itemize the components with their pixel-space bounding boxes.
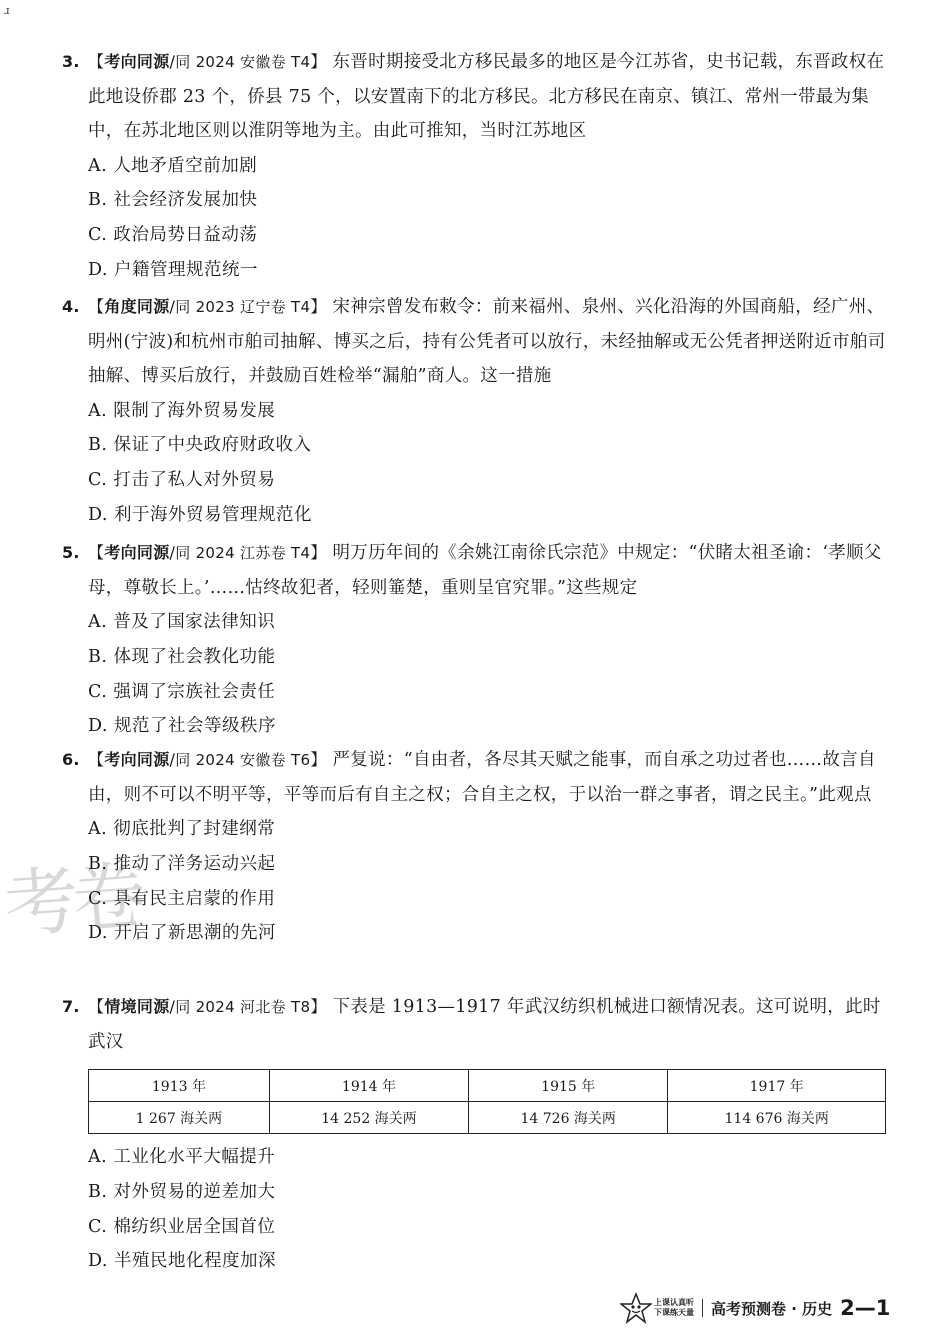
question-7 bbox=[62, 990, 892, 1279]
option-a: A. 人地矛盾空前加剧 bbox=[88, 155, 258, 176]
table-cell: 14 726 海关两 bbox=[469, 1102, 668, 1134]
stem-text: 东晋时期接受北方移民最多的地区是今江苏省，史书记载，东晋政权在此地设侨郡 23 个，侨县 75 个，以安置南下的北方移民。北方移民在南京、镇江、常州一带最为集中，在苏北地区则以淮阴等地为主。由此可推知，当时江苏地区 bbox=[88, 52, 885, 141]
table-header-cell: 1913 年 bbox=[89, 1070, 270, 1102]
table-header-cell: 1917 年 bbox=[668, 1070, 886, 1102]
question-stem bbox=[62, 743, 892, 812]
footer-slogan bbox=[654, 1298, 694, 1318]
option-a: A. 限制了海外贸易发展 bbox=[88, 400, 276, 421]
stem-text: 下表是 1913—1917 年武汉纺织机械进口额情况表。这可说明，此时武汉 bbox=[88, 997, 881, 1052]
source-ref: 同 2024 安徽卷 T4 bbox=[175, 53, 311, 71]
question-stem bbox=[62, 290, 892, 394]
question-5 bbox=[62, 536, 892, 744]
option-b: B. 体现了社会教化功能 bbox=[88, 646, 276, 667]
question-number: 5. bbox=[62, 543, 80, 562]
table-cell: 14 252 海关两 bbox=[269, 1102, 468, 1134]
table-row bbox=[89, 1102, 886, 1134]
stem-text: 宋神宗曾发布敕令：前来福州、泉州、兴化沿海的外国商船，经广州、明州(宁波)和杭州市舶司抽解、博买之后，持有公凭者可以放行，未经抽解或无公凭者押送附近市舶司抽解、博买后放行，并鼓励百姓检举“漏舶”商人。这一措施 bbox=[88, 297, 886, 386]
question-stem bbox=[62, 45, 892, 149]
option-d: D. 半殖民地化程度加深 bbox=[88, 1251, 277, 1272]
option-d: D. 利于海外贸易管理规范化 bbox=[88, 504, 313, 525]
mascot-logo-icon bbox=[620, 1292, 652, 1324]
question-stem bbox=[62, 536, 892, 605]
source-tag: 【情境同源/同 2024 河北卷 T8】 bbox=[88, 997, 327, 1016]
option-c: C. 政治局势日益动荡 bbox=[88, 225, 258, 246]
corner-mark: ɹ bbox=[4, 4, 10, 17]
source-tag: 【考向同源/同 2024 安徽卷 T4】 bbox=[88, 52, 327, 71]
page-number: 2—1 bbox=[840, 1296, 891, 1320]
slogan-line: 上课认真听 bbox=[654, 1298, 694, 1307]
source-kind: 角度同源 bbox=[104, 297, 170, 316]
import-table bbox=[88, 1069, 886, 1134]
source-tag: 【考向同源/同 2024 江苏卷 T4】 bbox=[88, 543, 327, 562]
table-cell: 1 267 海关两 bbox=[89, 1102, 270, 1134]
question-number: 7. bbox=[62, 997, 80, 1016]
question-number: 4. bbox=[62, 297, 80, 316]
option-d: D. 户籍管理规范统一 bbox=[88, 259, 259, 280]
question-3 bbox=[62, 45, 892, 288]
stem-text: 明万历年间的《余姚江南徐氏宗范》中规定：“伏睹太祖圣谕：‘孝顺父母，尊敬长上。’……怙终故犯者，轻则箠楚，重则呈官究罪。”这些规定 bbox=[88, 543, 882, 598]
source-kind: 情境同源 bbox=[104, 997, 170, 1016]
source-ref: 同 2024 安徽卷 T6 bbox=[175, 751, 311, 769]
table-header-cell: 1914 年 bbox=[269, 1070, 468, 1102]
footer-title: 高考预测卷 · 历史 bbox=[711, 1299, 833, 1318]
option-b: B. 推动了洋务运动兴起 bbox=[88, 853, 276, 874]
option-c: C. 强调了宗族社会责任 bbox=[88, 681, 276, 702]
option-b: B. 保证了中央政府财政收入 bbox=[88, 435, 312, 456]
question-6 bbox=[62, 743, 892, 951]
source-kind: 考向同源 bbox=[104, 543, 170, 562]
option-b: B. 社会经济发展加快 bbox=[88, 190, 258, 211]
option-a: A. 工业化水平大幅提升 bbox=[88, 1147, 276, 1167]
question-4 bbox=[62, 290, 892, 533]
option-c: C. 打击了私人对外贸易 bbox=[88, 470, 276, 491]
source-kind: 考向同源 bbox=[104, 750, 170, 769]
question-number: 3. bbox=[62, 52, 80, 71]
option-d: D. 规范了社会等级秩序 bbox=[88, 716, 277, 737]
page-footer bbox=[620, 1290, 890, 1326]
option-c: C. 具有民主启蒙的作用 bbox=[88, 888, 276, 909]
watermark: 考卷 bbox=[1, 853, 144, 949]
option-b: B. 对外贸易的逆差加大 bbox=[88, 1181, 276, 1202]
source-ref: 同 2024 河北卷 T8 bbox=[175, 998, 311, 1016]
option-a: A. 普及了国家法律知识 bbox=[88, 612, 276, 632]
source-tag: 【考向同源/同 2024 安徽卷 T6】 bbox=[88, 750, 327, 769]
source-kind: 考向同源 bbox=[104, 52, 170, 71]
source-tag: 【角度同源/同 2023 辽宁卷 T4】 bbox=[88, 297, 327, 316]
slogan-line: 下课练天量 bbox=[654, 1308, 694, 1317]
table-header-row bbox=[89, 1070, 886, 1102]
question-number: 6. bbox=[62, 750, 80, 769]
option-c: C. 棉纺织业居全国首位 bbox=[88, 1216, 276, 1237]
option-d: D. 开启了新思潮的先河 bbox=[88, 923, 277, 944]
table-header-cell: 1915 年 bbox=[469, 1070, 668, 1102]
question-stem bbox=[62, 990, 892, 1059]
option-a: A. 彻底批判了封建纲常 bbox=[88, 819, 276, 839]
footer-divider bbox=[702, 1299, 703, 1317]
source-ref: 同 2024 江苏卷 T4 bbox=[175, 544, 311, 562]
stem-text: 严复说：“自由者，各尽其天赋之能事，而自承之功过者也……故言自由，则不可以不明平等，平等而后有自主之权；合自主之权，于以治一群之事者，谓之民主。”此观点 bbox=[88, 750, 876, 805]
source-ref: 同 2023 辽宁卷 T4 bbox=[175, 298, 311, 316]
table-cell: 114 676 海关两 bbox=[668, 1102, 886, 1134]
